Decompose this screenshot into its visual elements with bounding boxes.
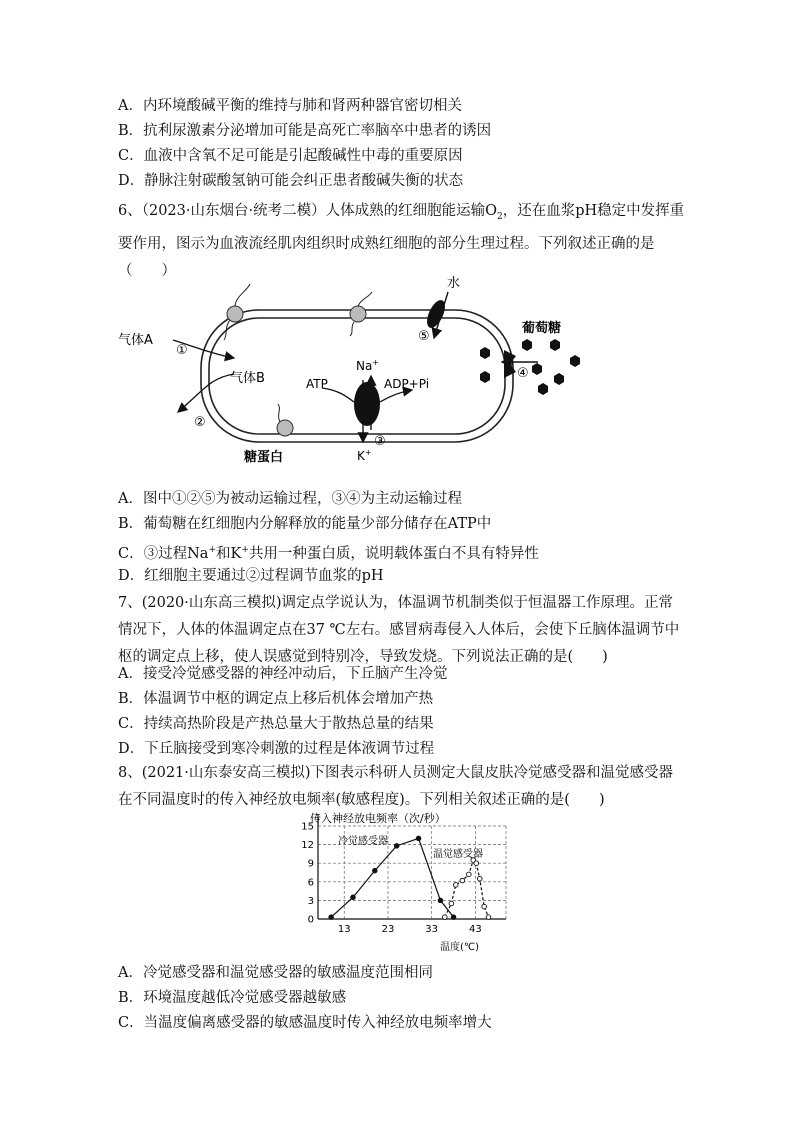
q7-option-d: D．下丘脑接受到寒冷刺激的过程是体液调节过程	[118, 741, 435, 757]
data-point	[351, 895, 356, 900]
y-tick-label: 9	[307, 858, 314, 870]
data-point	[442, 915, 447, 920]
q7-option-c: C．持续高热阶段是产热总量大于散热总量的结果	[118, 716, 434, 732]
label-2: ②	[194, 415, 206, 430]
data-point	[467, 872, 472, 877]
red-blood-cell-diagram	[118, 270, 598, 480]
label-5: ⑤	[418, 329, 430, 344]
glucose-label: 葡萄糖	[522, 321, 562, 336]
water-label: 水	[447, 276, 461, 291]
q6-stem: 6、（2023·山东烟台·统考二模）人体成熟的红细胞能运输$O_2$，还在血浆pH稳定中发挥重要作用，图示为血液流经肌肉组织时成熟红细胞的部分生理过程。下列叙述正确的是（ ）	[118, 203, 685, 279]
label-3: ③	[374, 434, 386, 449]
data-point	[416, 836, 421, 841]
q7-stem: 7、(2020·山东高三模拟)调定点学说认为，体温调节机制类似于恒温器工作原理。正常情况下，人体的体温调定点在37 ℃左右。感冒病毒侵入人体后，会使下丘脑体温调节中枢的调定点上移，使人误感觉到特别冷，导致发烧。下列说法正确的是( )	[118, 595, 680, 665]
q5-option-d: D．静脉注射碳酸氢钠可能会纠正患者酸碱失衡的状态	[118, 173, 464, 189]
q7-option-b: B．体温调节中枢的调定点上移后机体会增加产热	[118, 691, 434, 707]
y-tick-label: 12	[301, 840, 314, 852]
receptor-frequency-chart	[290, 808, 520, 956]
label-1: ①	[176, 343, 188, 358]
q8-option-a: A．冷觉感受器和温觉感受器的敏感温度范围相同	[118, 965, 433, 981]
x-tick-label: 23	[381, 924, 395, 935]
glycoprotein-label: 糖蛋白	[244, 450, 284, 465]
q5-option-a: A．内环境酸碱平衡的维持与肺和肾两种器官密切相关	[118, 98, 462, 114]
q6-option-c: C．③过程Na+和K+共用一种蛋白质，说明载体蛋白不具有特异性	[118, 545, 539, 562]
q6-option-b: B．葡萄糖在红细胞内分解释放的能量少部分储存在ATP中	[118, 516, 492, 532]
membrane-protein	[350, 292, 372, 336]
q6-option-d: D．红细胞主要通过②过程调节血浆的pH	[118, 568, 384, 584]
atp-label: ATP	[306, 377, 328, 391]
x-tick-label: 33	[425, 924, 439, 935]
x-tick-label: 13	[337, 924, 351, 935]
adp-label: ADP+Pi	[384, 377, 430, 391]
potassium-label: K+	[357, 448, 372, 463]
data-point	[438, 898, 443, 903]
glycoprotein	[277, 404, 293, 436]
gas-a-label: 气体A	[118, 333, 153, 348]
data-point	[477, 876, 482, 881]
q7-option-a: A．接受冷觉感受器的神经冲动后，下丘脑产生冷觉	[118, 666, 448, 682]
data-point	[449, 901, 454, 906]
data-point	[453, 883, 458, 888]
legend-warm-receptor: 温觉感受器	[433, 849, 483, 860]
y-tick-label: 15	[301, 821, 314, 833]
label-4: ④	[517, 366, 529, 381]
y-tick-label: 6	[307, 877, 314, 889]
gas-b-label: 气体B	[230, 371, 265, 386]
q8-stem: 8、(2021·山东泰安高三模拟)下图表示科研人员测定大鼠皮肤冷觉感受器和温觉感受器在不同温度时的传入神经放电频率(敏感程度)。下列相关叙述正确的是( )	[118, 765, 674, 808]
data-point	[482, 904, 487, 909]
data-point	[373, 868, 378, 873]
series-line-1	[445, 860, 489, 917]
sodium-label: Na+	[356, 358, 380, 373]
y-tick-label: 3	[307, 895, 314, 907]
y-tick-label: 0	[307, 914, 314, 926]
q6-option-a: A．图中①②⑤为被动运输过程，③④为主动运输过程	[118, 491, 462, 507]
data-point	[460, 878, 465, 883]
data-point	[451, 915, 456, 920]
data-point	[329, 915, 334, 920]
q8-option-c: C．当温度偏离感受器的敏感温度时传入神经放电频率增大	[118, 1015, 492, 1031]
q5-option-c: C．血液中含氧不足可能是引起酸碱性中毒的重要原因	[118, 148, 463, 164]
q8-option-b: B．环境温度越低冷觉感受器越敏感	[118, 990, 347, 1006]
chart-title: 传入神经放电频率（次/秒）	[310, 812, 446, 825]
data-point	[474, 861, 479, 866]
data-point	[394, 844, 399, 849]
o2-formula: $O_2$	[485, 203, 503, 222]
data-point	[486, 915, 491, 920]
q5-option-b: B．抗利尿激素分泌增加可能是高死亡率脑卒中患者的诱因	[118, 123, 492, 139]
x-tick-label: 43	[469, 924, 482, 935]
glucose-molecules	[480, 339, 580, 395]
x-axis-label: 温度(℃)	[440, 942, 480, 953]
legend-cold-receptor: 冷觉感受器	[338, 836, 388, 847]
